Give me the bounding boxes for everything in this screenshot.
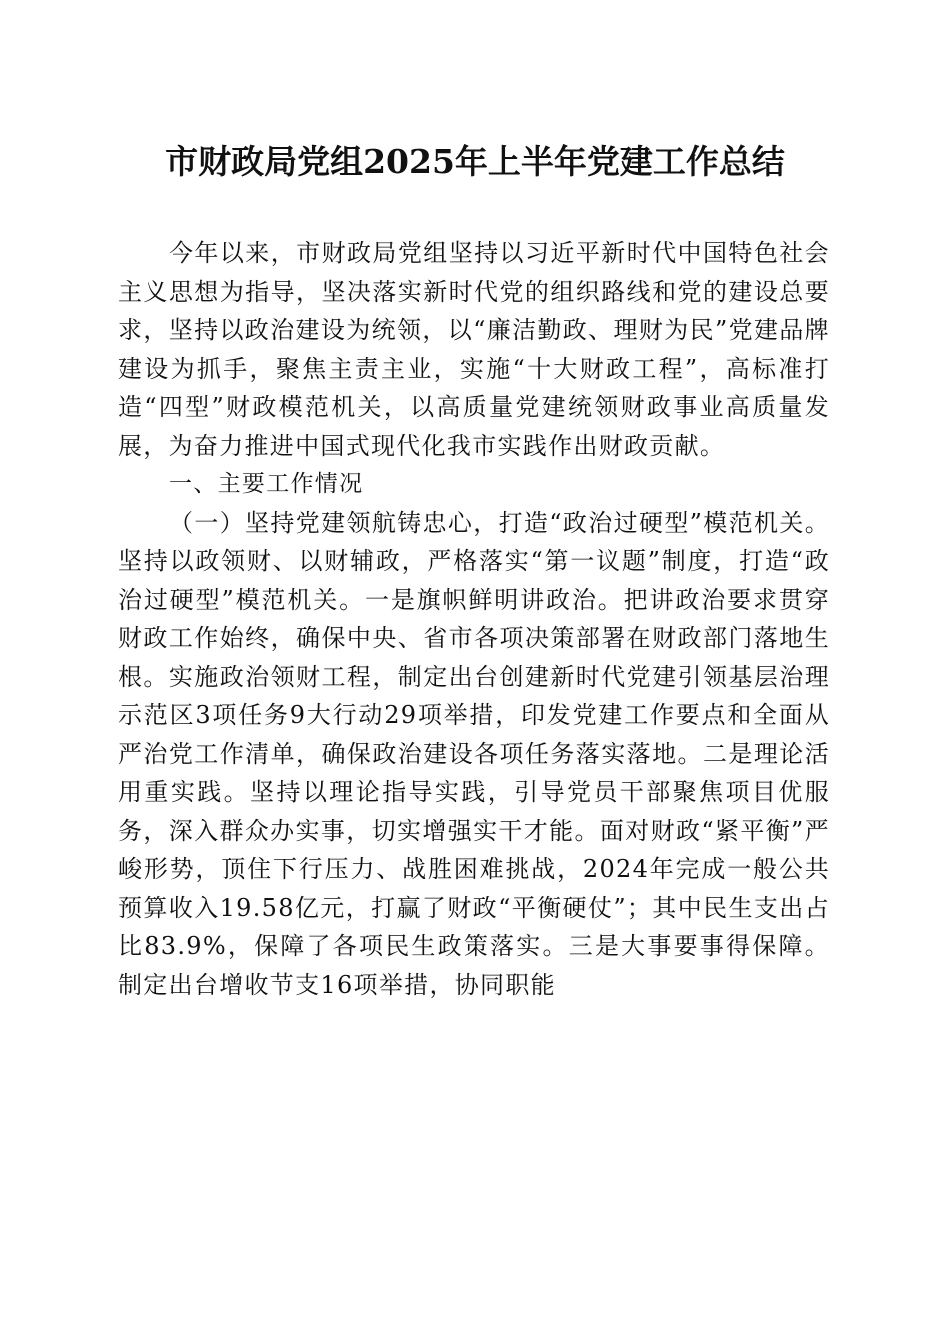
intro-paragraph: 今年以来，市财政局党组坚持以习近平新时代中国特色社会主义思想为指导，坚决落实新时代党的组织路线和党的建设总要求，坚持以政治建设为统领，以“廉洁勤政、理财为民”党建品牌建设为抓手，聚焦主责主业，实施“十大财政工程”，高标准打造“四型”财政模范机关，以高质量党建统领财政事业高质量发展，为奋力推进中国式现代化我市实践作出财政贡献。 — [118, 239, 830, 460]
document-body — [118, 234, 830, 1004]
section-paragraph: （一）坚持党建领航铸忠心，打造“政治过硬型”模范机关。坚持以政领财、以财辅政，严格落实“第一议题”制度，打造“政治过硬型”模范机关。一是旗帜鲜明讲政治。把讲政治要求贯穿财政工作始终，确保中央、省市各项决策部署在财政部门落地生根。实施政治领财工程，制定出台创建新时代党建引领基层治理示范区3项任务9大行动29项举措，印发党建工作要点和全面从严治党工作清单，确保政治建设各项任务落实落地。二是理论活用重实践。坚持以理论指导实践，引导党员干部聚焦项目优服务，深入群众办实事，切实增强实干才能。面对财政“紧平衡”严峻形势，顶住下行压力、战胜困难挑战，2024年完成一般公共预算收入19.58亿元，打赢了财政“平衡硬仗”；其中民生支出占比83.9%，保障了各项民生政策落实。三是大事要事得保障。制定出台增收节支16项举措，协同职能 — [118, 508, 830, 999]
section-heading: 一、主要工作情况 — [169, 471, 364, 497]
document-title: 市财政局党组2025年上半年党建工作总结 — [165, 142, 785, 181]
